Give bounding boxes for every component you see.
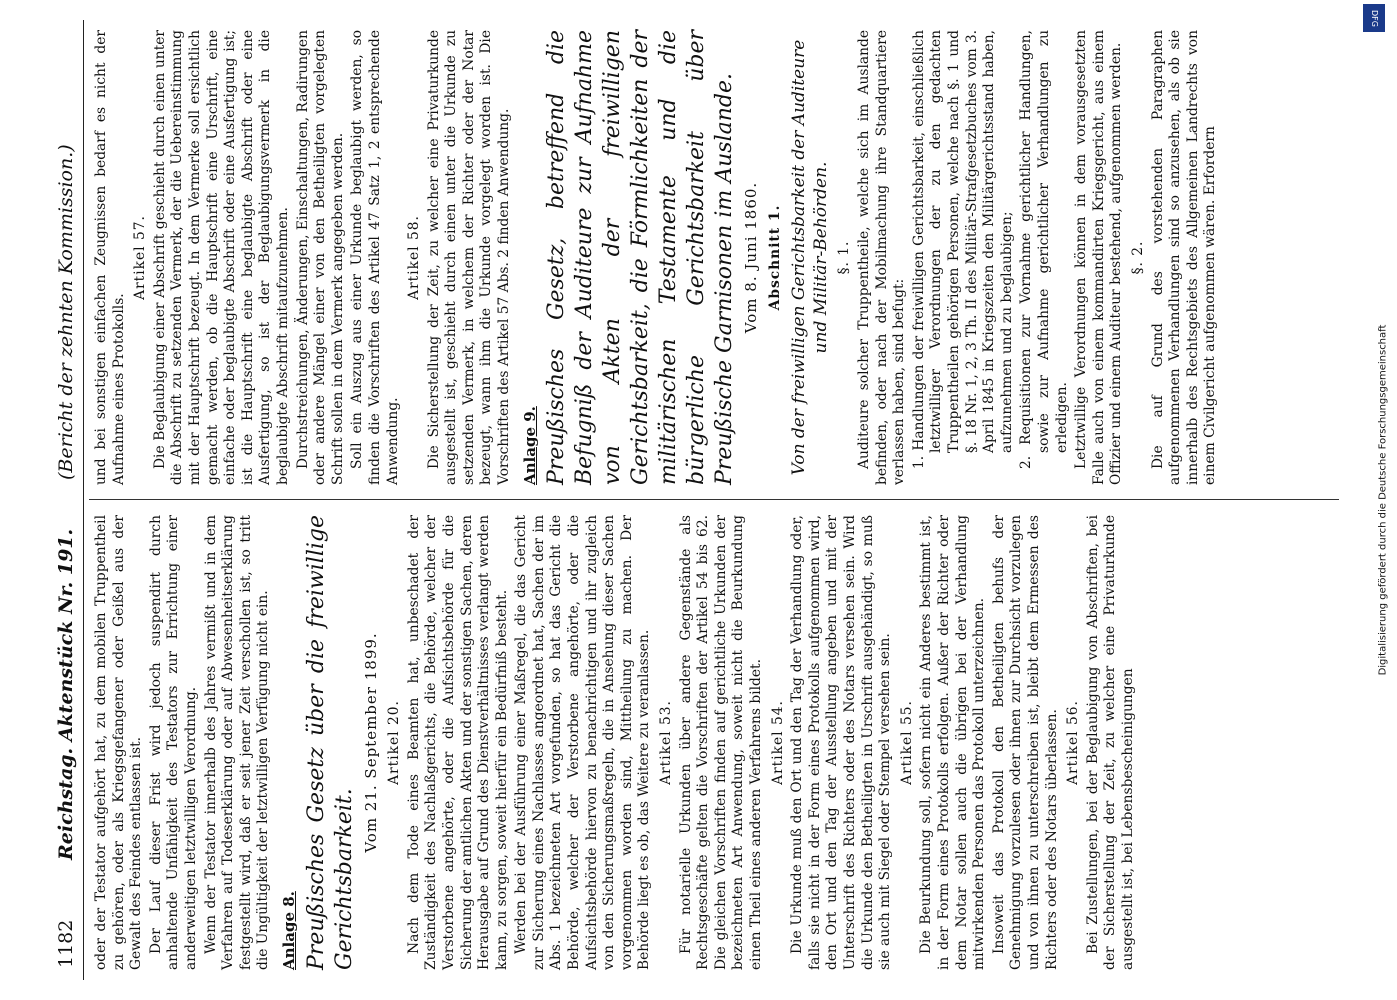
law-title: Preußisches Gesetz über die freiwillige Gerichtsbarkeit. [303, 515, 357, 970]
law-date: Vom 21. September 1899. [361, 632, 380, 853]
paragraph-number: §. 1. [835, 240, 852, 275]
paragraph: Soll ein Auszug aus einer Urkunde beglaubigt werden, so finden die Vorschriften des Artikel 47 Satz 1, 2 entsprechende Anwendung. [348, 30, 400, 485]
law-date: Vom 8. Juni 1860. [741, 181, 760, 334]
left-column [93, 515, 1333, 970]
paragraph: Insoweit das Protokoll den Betheiligten behufs der Genehmigung vorzulesen oder ihnen zur Durchsicht vorzulegen und von ihnen zu unterschreiben ist, bleibt dem Ermessen des Richters oder des Notars überlassen. [990, 515, 1059, 970]
header-title: Reichstag. Aktenstück Nr. 191. [54, 528, 77, 860]
page-number: 1182 [54, 919, 77, 968]
article-heading: Artikel 56. [1064, 700, 1081, 785]
right-column [93, 30, 1333, 485]
paragraph: Letztwillige Verordnungen können in dem vorausgesetzten Falle auch von einem kommandirten Kriegsgericht, aus einem Offizier und einem Auditeur bestehend, aufgenommen werden. [1072, 30, 1124, 485]
article-heading: Artikel 20. [385, 700, 402, 785]
article-heading: Artikel 58. [405, 215, 422, 300]
article-heading: Artikel 55. [898, 700, 915, 785]
anlage-8-heading: Anlage 8. [279, 891, 298, 970]
paragraph-number: §. 2. [1129, 240, 1146, 275]
article-heading: Artikel 57. [131, 215, 148, 300]
paragraph: Durchstreichungen, Änderungen, Einschaltungen, Radirungen oder andere Mängel einer von den Betheiligten vorgelegten Schrift sollen in dem Vermerk angegeben werden. [294, 30, 346, 485]
dfg-logo: DFG [1363, 4, 1385, 32]
list-item: 2. Requisitionen zur Vornahme gerichtlicher Handlungen, sowie zur Aufnahme gerichtlicher Verhandlungen zu erledigen. [1017, 30, 1070, 469]
column-divider [89, 499, 1339, 500]
paragraph: Für notarielle Urkunden über andere Gegenstände als Rechtsgeschäfte gelten die Vorschriften der Artikel 54 bis 62. Die gleichen Vorschriften finden auf gerichtliche Urkunden der bezeichneten Art Anwendung, soweit nicht die Beurkundung einen Theil eines anderen Verfahrens bildet. [677, 515, 764, 970]
list-item: 1. Handlungen der freiwilligen Gerichtsbarkeit, einschließlich letztwilliger Verordnungen der zu den gedachten Truppentheilen gehörigen Personen, welche nach §. 1 und §. 18 Nr. 1, 2, 3 Th. II des Militär-Strafgesetzbuches vom 3. April 1845 in Kriegszeiten den Militärgerichtsstand haben, aufzunehmen und zu beglaubigen; [910, 30, 1015, 469]
page-header [49, 20, 84, 980]
rotated-document-page [49, 20, 1349, 980]
paragraph: Die Beglaubigung einer Abschrift geschieht durch einen unter die Abschrift zu setzenden Vermerk, der die Uebereinstimmung mit der Hauptschrift bezeugt. In dem Vermerke soll ersichtlich gemacht werden, ob die Hauptschrift eine Urschrift, eine einfache oder beglaubigte Abschrift oder eine Ausfertigung ist; ist die Hauptschrift eine beglaubigte Abschrift oder eine Ausfertigung, so ist der Beglaubigungsvermerk in die beglaubigte Abschrift mitaufzunehmen. [151, 30, 291, 485]
law-title: Preußisches Gesetz, betreffend die Befugniß der Auditeure zur Aufnahme von Akten der freiwilligen Gerichtsbarkeit, die Förmlichkeiten der militärischen Testamente und die bürgerliche Gerichtsbarkeit über Preußische Garnisonen im Auslande. [543, 30, 737, 485]
section-subtitle: Von der freiwilligen Gerichtsbarkeit der Auditeure und Militär-Behörden. [788, 39, 831, 476]
paragraph: Die Urkunde muß den Ort und den Tag der Verhandlung oder, falls sie nicht in der Form eines Protokolls aufgenommen wird, den Ort und den Tag der Ausstellung angeben und mit der Unterschrift des Richters oder des Notars versehen sein. Wird die Urkunde den Betheiligten in Urschrift ausgehändigt, so muß sie auch mit Siegel oder Stempel versehen sein. [788, 515, 893, 970]
article-heading: Artikel 54. [769, 700, 786, 785]
paragraph: Die auf Grund des vorstehenden Paragraphen aufgenommenen Verhandlungen sind so anzusehen, als ob sie innerhalb des Rechtsgebiets des Allgemeinen Landrechts von einem Civilgericht aufgenommen wären. Erfordern [1149, 30, 1218, 485]
paragraph: Nach dem Tode eines Beamten hat, unbeschadet der Zuständigkeit des Nachlaßgerichts, die Behörde, welcher der Verstorbene angehörte, oder die Aufsichtsbehörde für die Sicherung der amtlichen Akten und der sonstigen Sachen, deren Herausgabe auf Grund des Dienstverhältnisses verlangt werden kann, zu sorgen, soweit hierfür ein Bedürfniß besteht. [405, 515, 510, 970]
paragraph: Werden bei der Ausführung einer Maßregel, die das Gericht zur Sicherung eines Nachlasses angeordnet hat, Sachen der im Abs. 1 bezeichneten Art vorgefunden, so hat das Gericht die Behörde, welcher der Verstorbene angehörte, oder die Aufsichtsbehörde hiervon zu benachrichtigen und ihr zugleich von den Sicherungsmaßregeln, die in Ansehung dieser Sachen vorgenommen worden sind, Mittheilung zu machen. Der Behörde liegt es ob, das Weitere zu veranlassen. [512, 515, 652, 970]
paragraph: oder der Testator aufgehört hat, zu dem mobilen Truppentheil zu gehören, oder als Kriegsgefangener oder Geißel aus der Gewalt des Feindes entlassen ist. [92, 515, 144, 970]
paragraph: Die Sicherstellung der Zeit, zu welcher eine Privaturkunde ausgestellt ist, geschieht durch einen unter die Urkunde zu setzenden Vermerk, in welchem der Richter oder der Notar bezeugt, wann ihm die Urkunde vorgelegt worden ist. Die Vorschriften des Artikel 57 Abs. 2 finden Anwendung. [425, 30, 512, 485]
header-commission: (Bericht der zehnten Kommission.) [54, 144, 77, 480]
article-heading: Artikel 53. [657, 700, 674, 785]
paragraph: Bei Zustellungen, bei der Beglaubigung von Abschriften, bei der Sicherstellung der Zeit, zu welcher eine Privaturkunde ausgestellt ist, bei Lebensbescheinigungen [1084, 515, 1136, 970]
digitization-sidebar [1359, 0, 1393, 1000]
paragraph: Der Lauf dieser Frist wird jedoch suspendirt durch anhaltende Unfähigkeit des Testators zur Errichtung einer anderweitigen letztwilligen Verordnung. [147, 515, 199, 970]
paragraph: Wenn der Testator innerhalb des Jahres vermißt und in dem Verfahren auf Todeserklärung oder auf Abwesenheitserklärung festgestellt wird, daß er seit jener Zeit verschollen ist, so tritt die Ungültigkeit der letztwilligen Verfügung nicht ein. [202, 515, 271, 970]
digitization-credit: Digitalisierung gefördert durch die Deutsche Forschungsgemeinschaft [1377, 324, 1389, 676]
section-heading: Abschnitt 1. [766, 204, 783, 311]
paragraph: Die Beurkundung soll, sofern nicht ein Anderes bestimmt ist, in der Form eines Protokolls erfolgen. Außer der Richter oder dem Notar sollen auch die übrigen bei der Verhandlung mitwirkenden Personen das Protokoll unterzeichnen. [917, 515, 987, 970]
anlage-9-heading: Anlage 9. [520, 406, 539, 485]
paragraph: Auditeure solcher Truppentheile, welche sich im Auslande befinden, oder nach der Mobilmachung ihre Standquartiere verlassen haben, sind befugt: [855, 30, 907, 485]
paragraph: und bei sonstigen einfachen Zeugnissen bedarf es nicht der Aufnahme eines Protokolls. [92, 30, 127, 485]
